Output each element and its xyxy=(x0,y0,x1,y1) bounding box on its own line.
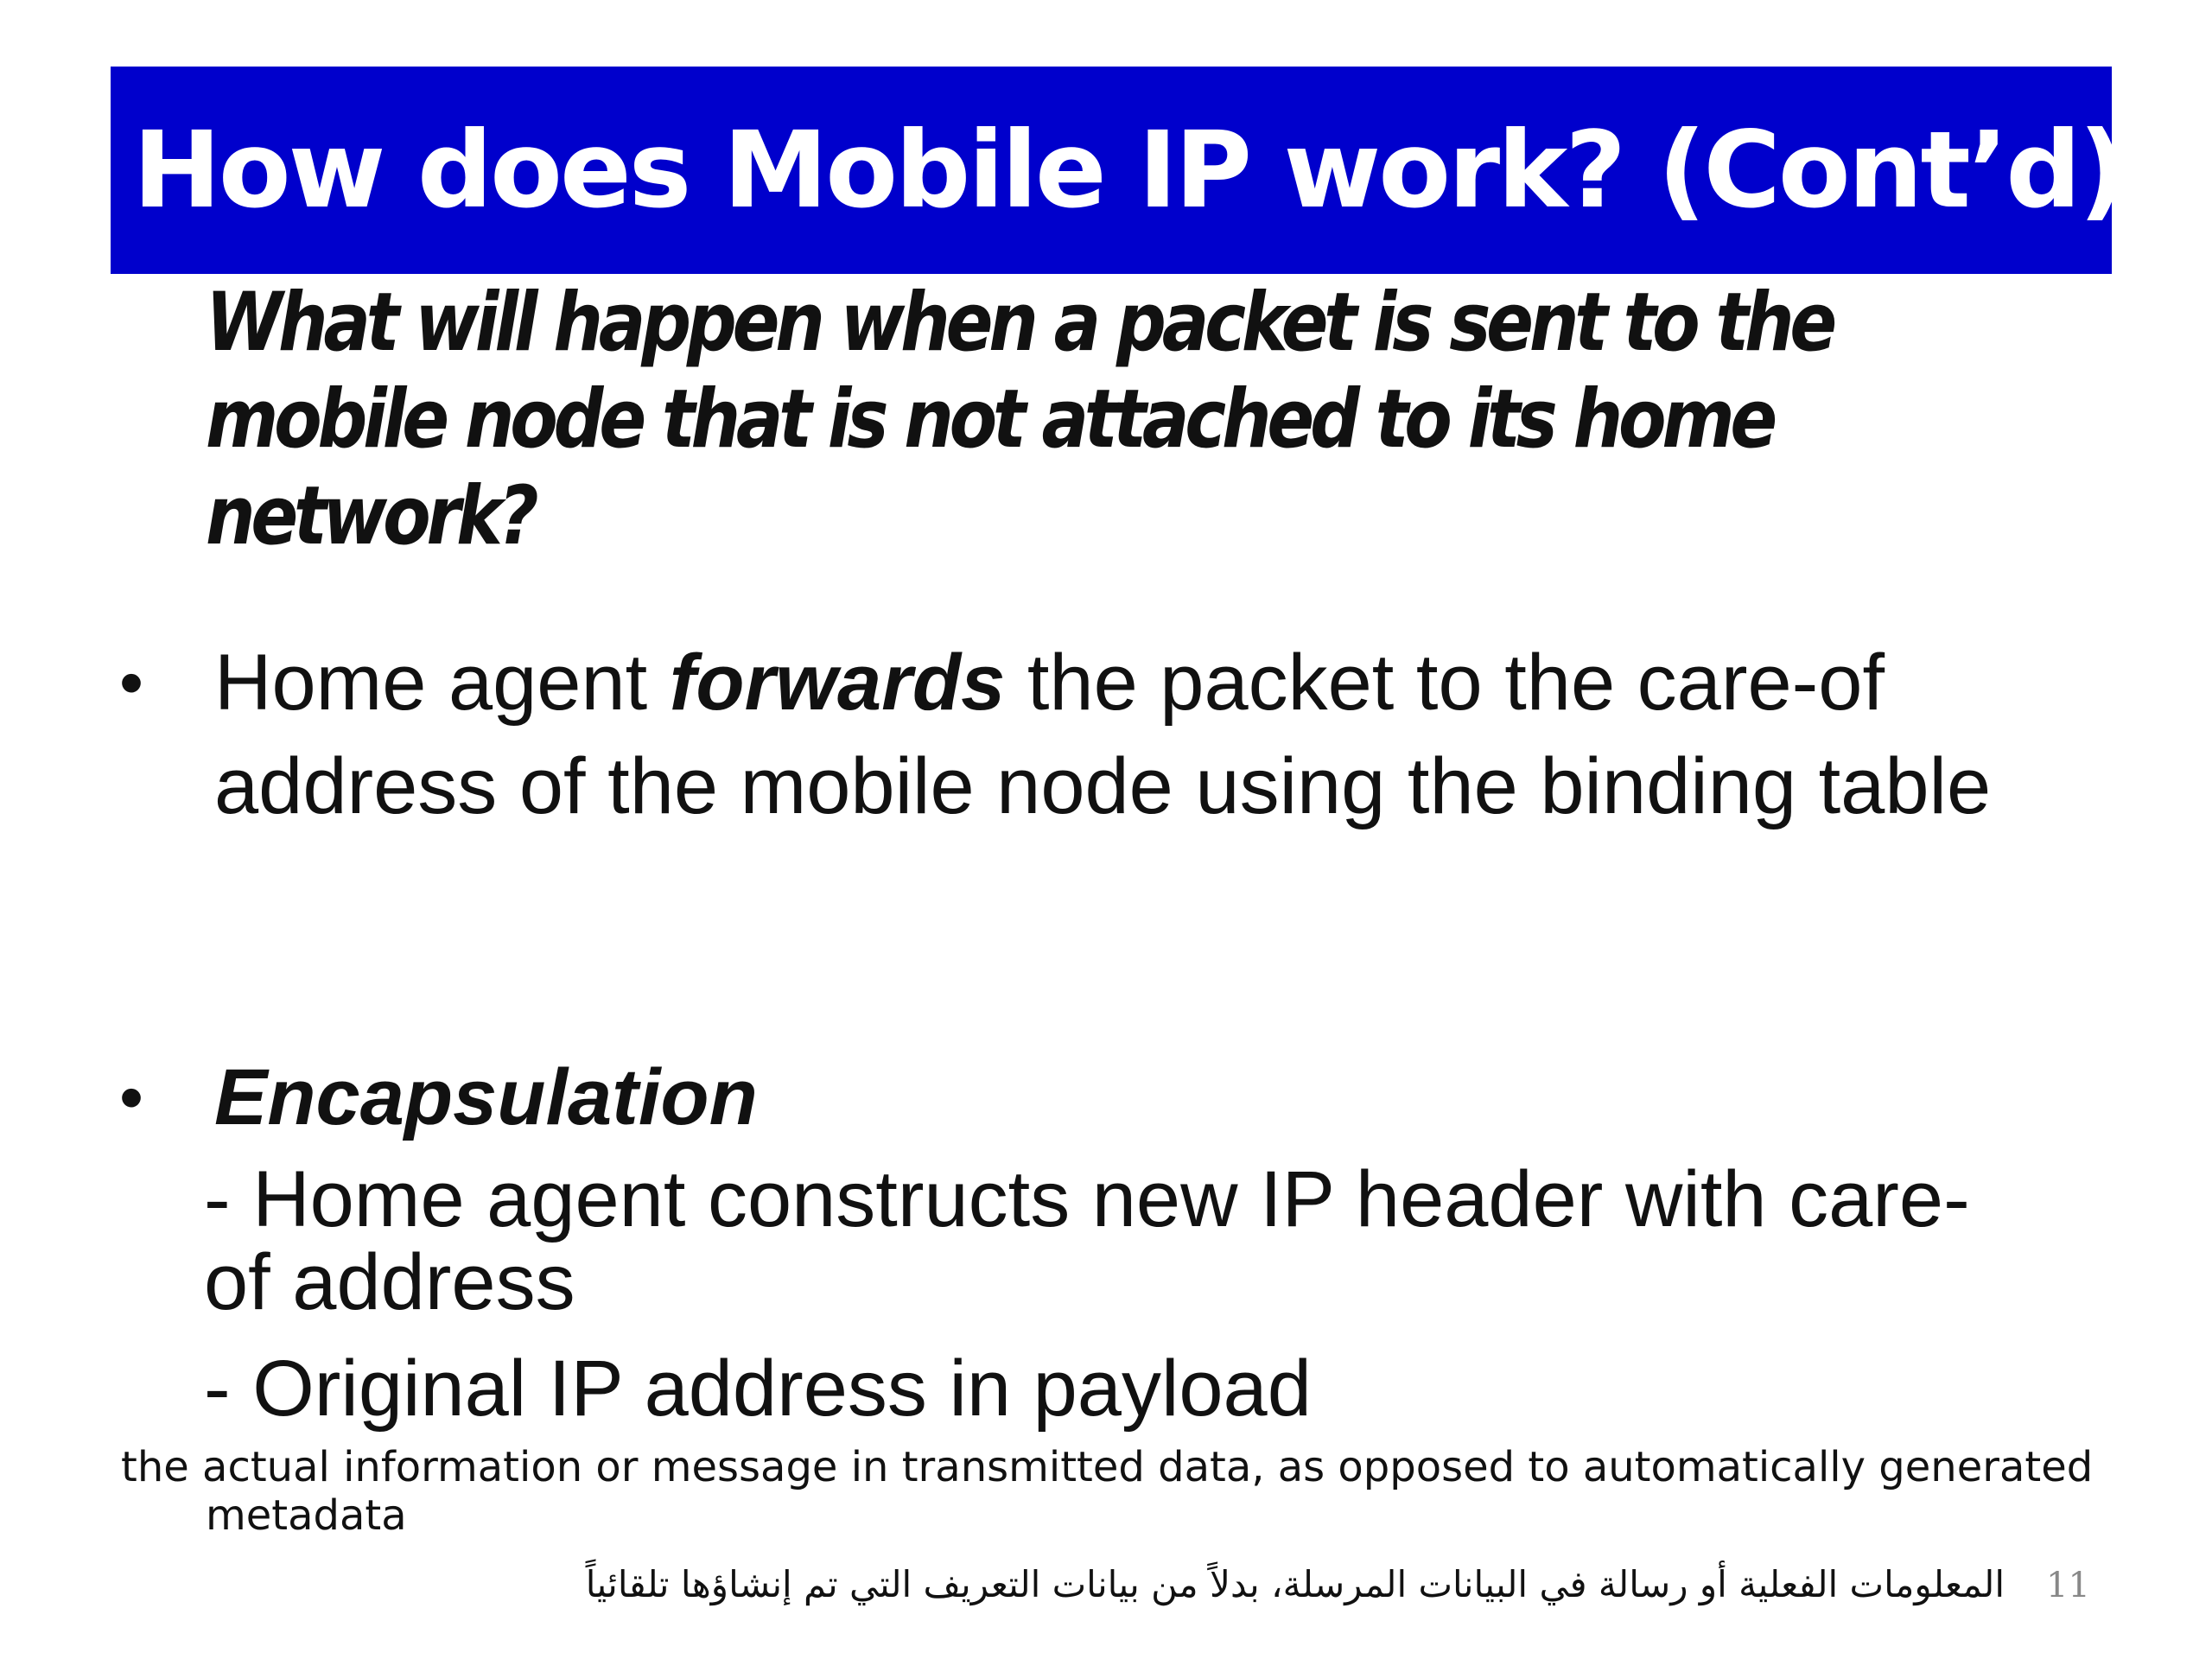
payload-definition-english xyxy=(121,1443,2108,1540)
title-bar xyxy=(111,67,2125,274)
bullet-text-pre: Home agent xyxy=(214,639,670,727)
bullet-icon: • xyxy=(119,644,144,721)
note-line-1: the actual information or message in transmitted data, as opposed to automatically generated xyxy=(121,1443,2094,1491)
slide-title: How does Mobile IP work? (Cont’d) xyxy=(132,109,2125,232)
bullet-item-encapsulation xyxy=(112,1046,2100,1149)
sub-item-original-address: - Original IP address in payload xyxy=(204,1344,1312,1433)
note-line-2: metadata xyxy=(206,1491,407,1540)
bullet-text-post: the packet to the care-of address of the mobile node using the binding table xyxy=(214,639,1992,830)
bullet-icon: • xyxy=(119,1058,144,1135)
sub-item-new-header: - Home agent constructs new IP header with care-of address xyxy=(204,1155,1970,1326)
bullet-item-forwarding xyxy=(112,631,2100,838)
bullet-text xyxy=(214,631,2100,838)
bullet-heading: Encapsulation xyxy=(214,1053,758,1141)
page-number: 11 xyxy=(2046,1566,2090,1605)
slide-subtitle: What will happen when a packet is sent to the mobile node that is not attached to its home network? xyxy=(206,276,1834,563)
payload-definition-arabic: المعلومات الفعلية أو رسالة في البيانات المرسلة، بدلاً من بيانات التعريف التي تم إنشاؤها تلقائياً xyxy=(585,1563,2005,1605)
bullet-emphasis: forwards xyxy=(669,639,1006,727)
